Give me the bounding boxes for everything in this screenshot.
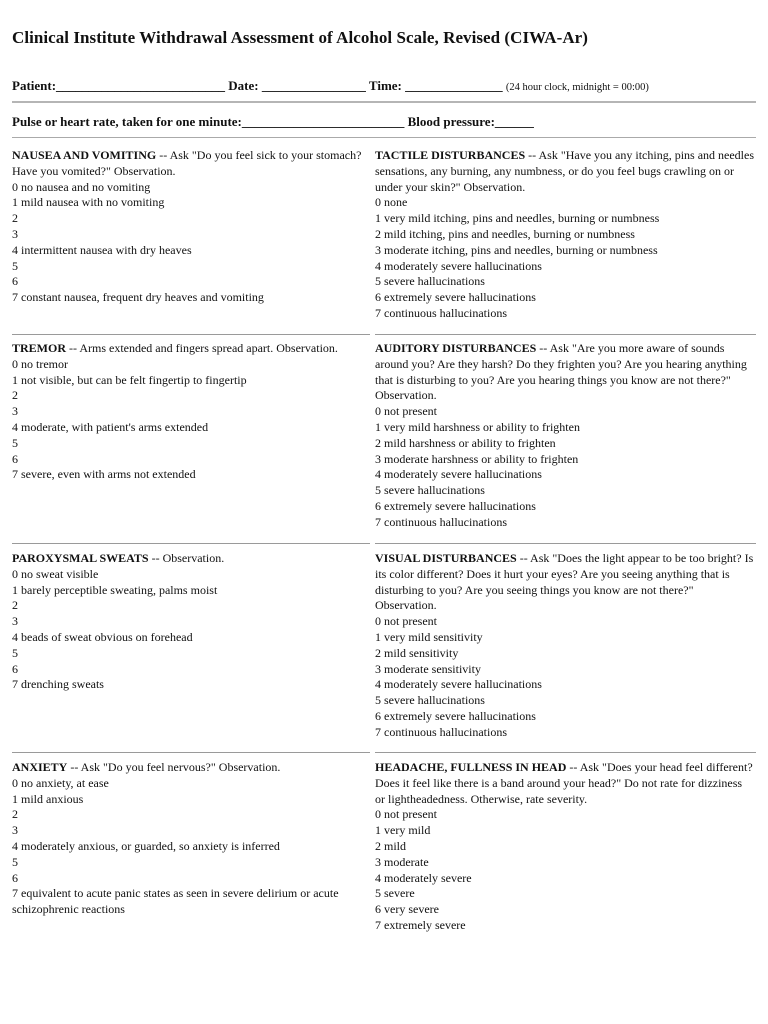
score-option: 5 bbox=[12, 435, 18, 450]
score-option: 1 barely perceptible sweating, palms moist bbox=[12, 582, 218, 597]
score-option: 3 bbox=[12, 614, 18, 629]
section-heading: AUDITORY DISTURBANCES bbox=[375, 341, 537, 355]
section-heading: PAROXYSMAL SWEATS bbox=[12, 551, 149, 565]
section-heading: NAUSEA AND VOMITING bbox=[12, 148, 157, 162]
patient-field[interactable]: __________________________ bbox=[56, 78, 226, 93]
score-option: 7 continuous hallucinations bbox=[375, 305, 507, 320]
section-heading: ANXIETY bbox=[12, 760, 68, 774]
section-divider bbox=[12, 752, 370, 753]
pulse-field[interactable]: _________________________ bbox=[241, 114, 405, 129]
score-option: 4 moderately severe bbox=[375, 870, 472, 885]
score-option: 6 bbox=[12, 274, 18, 289]
time-field[interactable]: _______________ bbox=[405, 78, 503, 93]
patient-info-row bbox=[12, 78, 649, 94]
divider bbox=[12, 137, 756, 138]
section-auditory-disturbances bbox=[375, 341, 755, 531]
section-prompt: -- Ask "Does your head feel different? Does it feel like there is a band around your head?" Do not rate for dizziness or lightheadedness. Otherwise, rate severity. bbox=[375, 760, 753, 806]
score-option: 3 moderate bbox=[375, 854, 429, 869]
section-anxiety bbox=[12, 760, 364, 918]
score-option: 1 not visible, but can be felt fingertip to fingertip bbox=[12, 372, 247, 387]
section-heading: TREMOR bbox=[12, 341, 66, 355]
section-heading: HEADACHE, FULLNESS IN HEAD bbox=[375, 760, 567, 774]
score-option: 4 beads of sweat obvious on forehead bbox=[12, 629, 193, 644]
section-headache-fullness bbox=[375, 760, 755, 934]
score-option: 6 bbox=[12, 451, 18, 466]
score-option: 4 moderately severe hallucinations bbox=[375, 467, 542, 482]
score-option: 6 bbox=[12, 661, 18, 676]
time-note: (24 hour clock, midnight = 00:00) bbox=[505, 82, 649, 93]
score-option: 4 moderately severe hallucinations bbox=[375, 677, 542, 692]
section-tactile-disturbances bbox=[375, 148, 755, 322]
score-option: 5 severe hallucinations bbox=[375, 274, 485, 289]
score-option: 5 severe hallucinations bbox=[375, 693, 485, 708]
score-option: 7 drenching sweats bbox=[12, 677, 104, 692]
section-tremor bbox=[12, 341, 364, 483]
section-prompt: -- Ask "Have you any itching, pins and needles sensations, any burning, any numbness, or do you feel bugs crawling on or under your skin?" Observation. bbox=[375, 148, 755, 194]
score-option: 0 no anxiety, at ease bbox=[12, 775, 109, 790]
score-option: 3 moderate itching, pins and needles, burning or numbness bbox=[375, 242, 658, 257]
score-option: 2 mild harshness or ability to frighten bbox=[375, 435, 556, 450]
score-option: 0 not present bbox=[375, 404, 437, 419]
score-option: 7 constant nausea, frequent dry heaves and vomiting bbox=[12, 290, 264, 305]
score-option: 7 severe, even with arms not extended bbox=[12, 467, 196, 482]
score-option: 4 intermittent nausea with dry heaves bbox=[12, 242, 192, 257]
score-option: 0 no tremor bbox=[12, 356, 68, 371]
section-divider bbox=[12, 543, 370, 544]
score-option: 6 extremely severe hallucinations bbox=[375, 290, 536, 305]
score-option: 0 not present bbox=[375, 614, 437, 629]
section-heading: TACTILE DISTURBANCES bbox=[375, 148, 526, 162]
score-option: 6 bbox=[12, 870, 18, 885]
section-heading: VISUAL DISTURBANCES bbox=[375, 551, 517, 565]
date-field[interactable]: ________________ bbox=[261, 78, 366, 93]
score-option: 1 very mild sensitivity bbox=[375, 629, 483, 644]
page-title: Clinical Institute Withdrawal Assessment of Alcohol Scale, Revised (CIWA-Ar) bbox=[12, 28, 588, 47]
section-divider bbox=[375, 543, 756, 544]
score-option: 3 moderate harshness or ability to frighten bbox=[375, 451, 579, 466]
score-option: 7 continuous hallucinations bbox=[375, 724, 507, 739]
score-option: 1 very mild itching, pins and needles, burning or numbness bbox=[375, 211, 660, 226]
patient-label: Patient: bbox=[12, 78, 57, 93]
section-divider bbox=[375, 334, 756, 335]
score-option: 2 mild sensitivity bbox=[375, 645, 459, 660]
score-option: 3 bbox=[12, 404, 18, 419]
score-option: 0 not present bbox=[375, 807, 437, 822]
time-label: Time: bbox=[368, 78, 402, 93]
section-prompt: -- Observation. bbox=[148, 551, 225, 565]
score-option: 5 bbox=[12, 854, 18, 869]
score-option: 3 bbox=[12, 823, 18, 838]
score-option: 3 moderate sensitivity bbox=[375, 661, 481, 676]
score-option: 5 bbox=[12, 258, 18, 273]
score-option: 2 mild itching, pins and needles, burning or numbness bbox=[375, 226, 635, 241]
section-prompt: -- Ask "Do you feel sick to your stomach? Have you vomited?" Observation. bbox=[12, 148, 362, 178]
section-divider bbox=[375, 752, 756, 753]
score-option: 5 severe bbox=[375, 886, 415, 901]
score-option: 5 bbox=[12, 645, 18, 660]
score-option: 0 no sweat visible bbox=[12, 566, 99, 581]
vitals-row bbox=[12, 114, 534, 130]
score-option: 2 bbox=[12, 211, 18, 226]
score-option: 7 continuous hallucinations bbox=[375, 514, 507, 529]
score-option: 6 extremely severe hallucinations bbox=[375, 708, 536, 723]
score-option: 1 mild nausea with no vomiting bbox=[12, 195, 165, 210]
section-prompt: -- Ask "Does the light appear to be too bright? Is its color different? Does it hurt your eyes? Are you seeing anything that is disturbing to you? Are you seeing things you know are not there?" Observation. bbox=[375, 551, 754, 613]
score-option: 6 very severe bbox=[375, 902, 439, 917]
score-option: 5 severe hallucinations bbox=[375, 483, 485, 498]
blood-pressure-field[interactable]: ______ bbox=[494, 114, 534, 129]
score-option: 7 equivalent to acute panic states as seen in severe delirium or acute schizophrenic reactions bbox=[12, 886, 339, 917]
score-option: 0 no nausea and no vomiting bbox=[12, 179, 151, 194]
section-prompt: -- Ask "Are you more aware of sounds around you? Are they harsh? Do they frighten you? Are you hearing anything that is disturbing to you? Are you hearing things you know are not there?" Observation. bbox=[375, 341, 747, 403]
score-option: 7 extremely severe bbox=[375, 917, 466, 932]
score-option: 4 moderately severe hallucinations bbox=[375, 258, 542, 273]
score-option: 6 extremely severe hallucinations bbox=[375, 498, 536, 513]
section-nausea-vomiting bbox=[12, 148, 364, 306]
score-option: 0 none bbox=[375, 195, 408, 210]
pulse-label: Pulse or heart rate, taken for one minute: bbox=[12, 114, 242, 129]
score-option: 1 very mild harshness or ability to frighten bbox=[375, 419, 580, 434]
section-prompt: -- Ask "Do you feel nervous?" Observation. bbox=[67, 760, 281, 774]
divider bbox=[12, 101, 756, 103]
score-option: 1 very mild bbox=[375, 823, 431, 838]
score-option: 2 bbox=[12, 598, 18, 613]
score-option: 1 mild anxious bbox=[12, 791, 84, 806]
score-option: 3 bbox=[12, 226, 18, 241]
score-option: 2 bbox=[12, 388, 18, 403]
section-prompt: -- Arms extended and fingers spread apart. Observation. bbox=[66, 341, 338, 355]
section-visual-disturbances bbox=[375, 551, 755, 741]
section-paroxysmal-sweats bbox=[12, 551, 364, 693]
score-option: 4 moderately anxious, or guarded, so anxiety is inferred bbox=[12, 838, 280, 853]
section-divider bbox=[12, 334, 370, 335]
date-label: Date: bbox=[228, 78, 259, 93]
score-option: 2 bbox=[12, 807, 18, 822]
score-option: 2 mild bbox=[375, 838, 407, 853]
score-option: 4 moderate, with patient's arms extended bbox=[12, 419, 209, 434]
blood-pressure-label: Blood pressure: bbox=[407, 114, 495, 129]
